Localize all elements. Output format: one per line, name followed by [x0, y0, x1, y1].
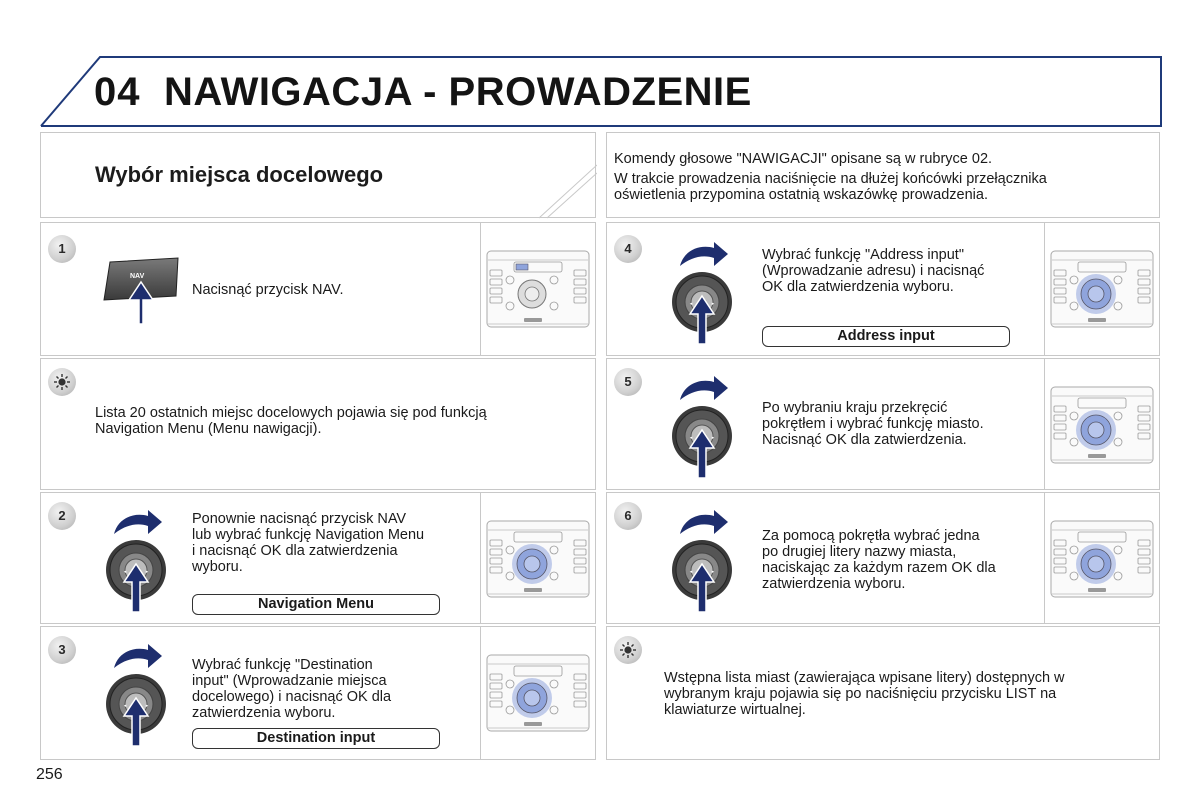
- intro-line-3: oświetlenia przypomina ostatnią wskazówkę prowadzenia.: [614, 187, 988, 203]
- step-3-line-3: docelowego) i nacisnąć OK dla: [192, 689, 392, 705]
- navigation-menu-label: Navigation Menu: [192, 594, 440, 615]
- chapter-number: 04: [94, 70, 141, 114]
- step-3-line-1: Wybrać funkcję "Destination: [192, 657, 373, 673]
- radio-panel-thumbnail: [486, 250, 590, 335]
- svg-text:▸: ▸: [711, 301, 715, 307]
- step-5-line-1: Po wybraniu kraju przekręcić: [762, 400, 948, 416]
- chapter-title: NAWIGACJA - PROWADZENIE: [164, 70, 752, 114]
- svg-text:▸: ▸: [145, 569, 149, 575]
- radio-panel-thumbnail: [1050, 520, 1154, 605]
- tip-2-line-2: wybranym kraju pojawia się po naciśnięciu przycisku LIST na: [664, 686, 1057, 702]
- nav-button-icon: [102, 256, 182, 326]
- step-4-badge: 4: [614, 235, 642, 263]
- step-4-line-2: (Wprowadzanie adresu) i nacisnąć: [762, 263, 985, 279]
- step-6-badge: 6: [614, 502, 642, 530]
- address-input-label: Address input: [762, 326, 1010, 347]
- step-6-line-2: po drugiej litery nazwy miasta,: [762, 544, 957, 560]
- tip-2-line-3: klawiaturze wirtualnej.: [664, 702, 806, 718]
- svg-text:▸: ▸: [711, 435, 715, 441]
- svg-text:◂: ◂: [689, 569, 693, 575]
- intro-line-1: Komendy głosowe "NAWIGACJI" opisane są w rubryce 02.: [614, 151, 993, 167]
- tip-2-bulb-icon: [614, 636, 642, 664]
- step-5-badge: 5: [614, 368, 642, 396]
- tip-1-line-1: Lista 20 ostatnich miejsc docelowych pojawia się pod funkcją: [95, 405, 487, 421]
- radio-panel-thumbnail: [1050, 386, 1154, 471]
- step-4-line-3: OK dla zatwierdzenia wyboru.: [762, 279, 954, 295]
- svg-text:◂: ◂: [123, 569, 127, 575]
- tip-2-line-1: Wstępna lista miast (zawierająca wpisane litery) dostępnych w: [664, 670, 1065, 686]
- knob-press-icon: [104, 506, 168, 619]
- step-6-line-3: naciskając za każdym razem OK dla: [762, 560, 996, 576]
- radio-panel-thumbnail: [486, 520, 590, 605]
- step-5-line-2: pokrętłem i wybrać funkcję miasto.: [762, 416, 984, 432]
- step-3-line-2: input" (Wprowadzanie miejsca: [192, 673, 387, 689]
- chapter-header: [40, 56, 1162, 128]
- page-number: 256: [36, 766, 63, 783]
- step-2-line-2: lub wybrać funkcję Navigation Menu: [192, 527, 425, 543]
- step-2-badge: 2: [48, 502, 76, 530]
- nav-button-label: NAV: [130, 273, 145, 280]
- step-1-badge: 1: [48, 235, 76, 263]
- svg-text:▸: ▸: [145, 703, 149, 709]
- intro-line-2: W trakcie prowadzenia naciśnięcie na dłużej końcówki przełącznika: [614, 171, 1047, 187]
- step-2-line-4: wyboru.: [192, 559, 243, 575]
- step-6-line-1: Za pomocą pokrętła wybrać jedna: [762, 528, 980, 544]
- svg-text:◂: ◂: [689, 435, 693, 441]
- destination-input-label: Destination input: [192, 728, 440, 749]
- step-2-line-3: i nacisnąć OK dla zatwierdzenia: [192, 543, 398, 559]
- section-title: Wybór miejsca docelowego: [95, 162, 384, 187]
- step-6-line-4: zatwierdzenia wyboru.: [762, 576, 906, 592]
- step-2-line-1: Ponownie nacisnąć przycisk NAV: [192, 511, 407, 527]
- step-3-line-4: zatwierdzenia wyboru.: [192, 705, 336, 721]
- knob-press-icon: [670, 506, 734, 619]
- radio-panel-thumbnail: [486, 654, 590, 739]
- knob-press-icon: [670, 372, 734, 485]
- svg-text:◂: ◂: [123, 703, 127, 709]
- knob-press-icon: [670, 238, 734, 351]
- svg-text:◂: ◂: [689, 301, 693, 307]
- svg-text:▸: ▸: [711, 569, 715, 575]
- tip-1-line-2: Navigation Menu (Menu nawigacji).: [95, 421, 322, 437]
- knob-press-icon: [104, 640, 168, 753]
- radio-panel-thumbnail: [1050, 250, 1154, 335]
- tip-1-bulb-icon: [48, 368, 76, 396]
- step-5-line-3: Nacisnąć OK dla zatwierdzenia.: [762, 432, 967, 448]
- step-4-line-1: Wybrać funkcję "Address input": [762, 247, 964, 263]
- step-3-badge: 3: [48, 636, 76, 664]
- step-1-text: Nacisnąć przycisk NAV.: [192, 282, 344, 298]
